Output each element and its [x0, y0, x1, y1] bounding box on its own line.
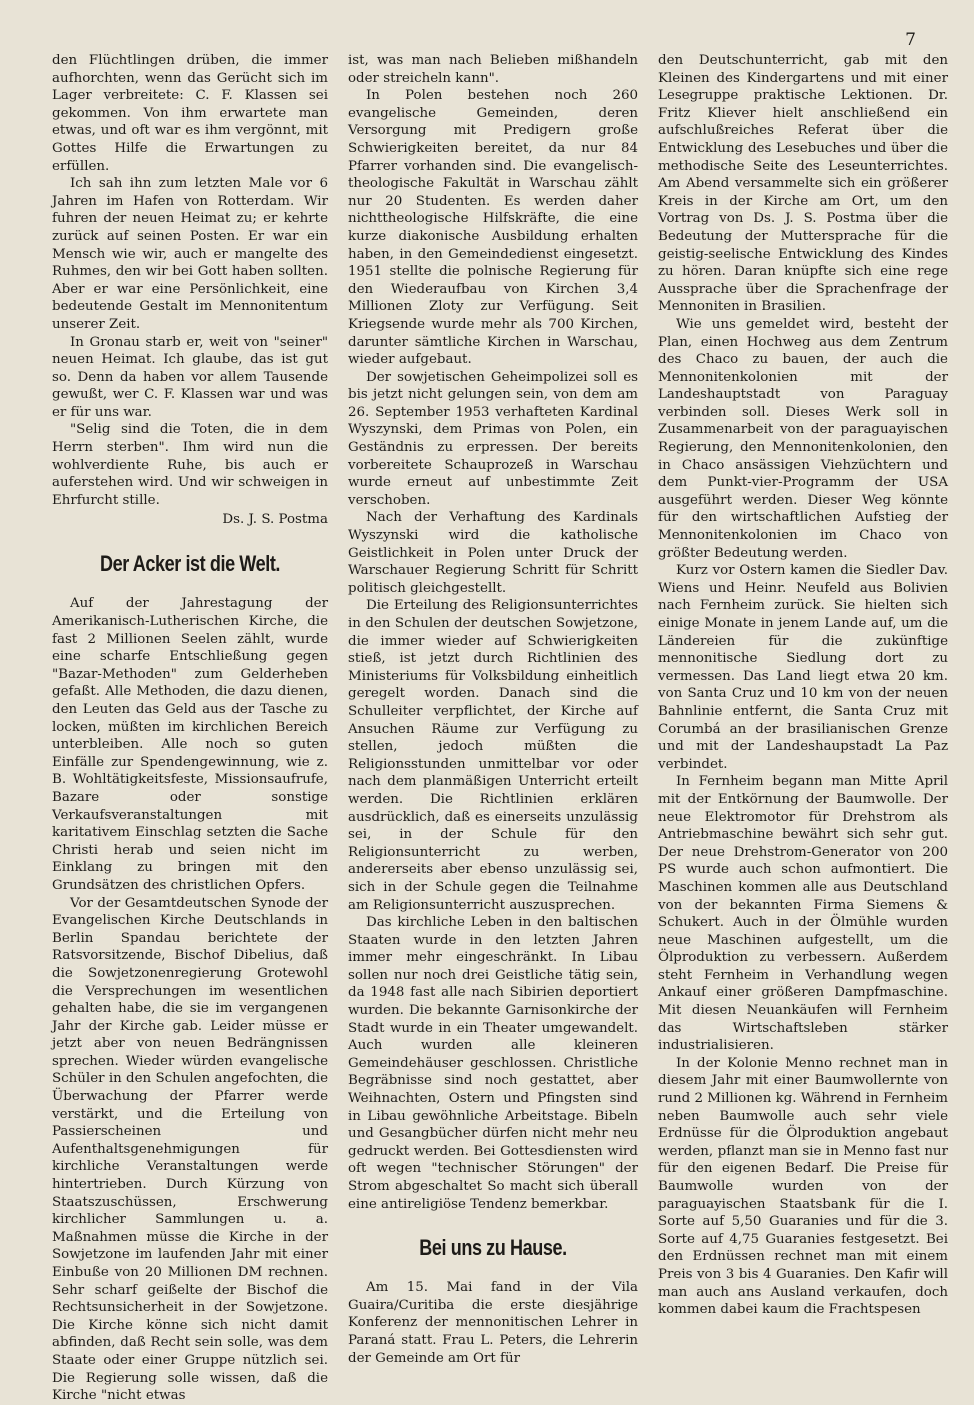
paragraph: Kurz vor Ostern kamen die Siedler Dav. Wiens und Heinr. Neufeld aus Bolivien nach Fernheim zurück. Sie hielten sich einige Monate in jenem Lande auf, um die Ländereien für die zukünftige mennonitische Siedlung dort zu vermessen. Das Land liegt etwa 20 km. von Santa Cruz und 10 km von der neuen Bahnlinie entfernt, die Santa Cruz mit Corumbá an der brasilianischen Grenze und mit der Landeshaupstadt La Paz verbindet. — [658, 563, 948, 772]
paragraph: Die Erteilung des Religionsunterrichtes in den Schulen der deutschen Sowjetzone, die immer wieder auf Schwierigkeiten stieß, ist jetzt durch Richtlinien des Ministeriums für Volksbildung einheitlich geregelt worden. Danach sind die Schulleiter verpflichtet, der Kirche auf Ansuchen Räume zur Verfügung zu stellen, jedoch müßten die Religionsstunden unmittelbar vor oder nach dem planmäßigen Unterricht erteilt werden. Die Richtlinien erklären ausdrücklich, daß es einerseits unzulässig sei, in der Schule für den Religionsunterricht zu werben, andererseits aber ebenso unzulässig sei, sich in der Schule gegen die Teilnahme am Religionsunterricht auszusprechen. — [348, 598, 638, 913]
paragraph: Vor der Gesamtdeutschen Synode der Evangelischen Kirche Deutschlands in Berlin Spandau berichtete der Ratsvorsitzende, Bischof Dibelius, daß die Sowjetzonenregierung Grotewohl die Versprechungen im wesentlichen gehalten habe, die sie im vergangenen Jahr der Kirche gab. Leider müsse er jetzt aber von neuen Bedrängnissen sprechen. Wieder würden evangelische Schüler in den Schulen angefochten, die Überwachung der Pfarrer werde verstärkt, und die Erteilung von Passierscheinen und Aufenthaltsgenehmigungen für kirchliche Veranstaltungen werde hintertrieben. Durch Kürzung von Staatszuschüssen, Erschwerung kirchlicher Sammlungen u. a. Maßnahmen müsse die Kirche in der Sowjetzone im laufenden Jahr mit einer Einbuße von 20 Millionen DM rechnen. Sehr scharf geißelte der Bischof die Rechtsunsicherheit in der Sowjetzone. Die Kirche könne sich nicht damit abfinden, daß Recht sein solle, was dem Staate oder einer Gruppe nützlich sei. Die Regierung solle wissen, daß die Kirche "nicht etwas — [52, 895, 328, 1404]
paragraph: "Selig sind die Toten, die in dem Herrn sterben". Ihm wird nun die wohlverdiente Ruhe, bis auch er auferstehen wird. Und wir schweigen in Ehrfurcht stille. — [52, 422, 328, 508]
paragraph: Wie uns gemeldet wird, besteht der Plan, einen Hochweg aus dem Zentrum des Chaco zu bauen, der auch die Mennonitenkolonien mit der Landeshauptstadt von Paraguay verbinden soll. Dieses Werk soll in Zusammenarbeit von der paraguayischen Regierung, den Mennonitenkolonien, den in Chaco ansässigen Viehzüchtern und dem Punkt-vier-Programm der USA ausgeführt werden. Dieser Weg könnte für den wirtschaftlichen Aufstieg der Mennonitenkolonien im Chaco von größter Bedeutung werden. — [658, 316, 948, 561]
paragraph: In Fernheim begann man Mitte April mit der Entkörnung der Baumwolle. Der neue Elektromotor für Drehstrom als Antriebmaschine bewährt sich sehr gut. Der neue Drehstrom-Generator von 200 PS wurde auch schon aufmontiert. Die Maschinen kommen alle aus Deutschland von der bekannten Firma Siemens & Schukert. Auch in der Ölmühle wurden neue Maschinen aufgestellt, um die Ölproduktion zu verbessern. Außerdem steht Fernheim in Verhandlung wegen Ankauf einer größeren Dampfmaschine. Mit diesen Neuankäufen will Fernheim das Wirtschaftsleben stärker industrialisieren. — [658, 774, 948, 1054]
column-1 — [52, 52, 328, 1405]
column-2 — [348, 52, 638, 1405]
paragraph: ist, was man nach Belieben mißhandeln oder streicheln kann". — [348, 53, 638, 86]
page-number: 7 — [905, 30, 916, 50]
paragraph: den Flüchtlingen drüben, die immer aufhorchten, wenn das Gerücht sich im Lager verbreitete: C. F. Klassen sei gekommen. Von ihm erwartete man etwas, und oft war es ihm vergönnt, mit Gottes Hilfe die Erwartungen zu erfüllen. — [52, 53, 328, 174]
paragraph: Das kirchliche Leben in den baltischen Staaten wurde in den letzten Jahren immer mehr eingeschränkt. In Libau sollen nur noch drei Geistliche tätig sein, da 1948 fast alle nach Sibirien deportiert wurden. Die bekannte Garnisonkirche der Stadt wurde in ein Theater umgewandelt. Auch wurden alle kleineren Gemeindehäuser geschlossen. Christliche Begräbnisse sind noch gestattet, aber Weihnachten, Ostern und Pfingsten sind in Libau gewöhnliche Arbeitstage. Bibeln und Gesangbücher dürfen nicht mehr neu gedruckt werden. Bei Gottesdiensten wird oft wegen "technischer Störungen" der Strom abgeschaltet So macht sich überall eine antireligiöse Tendenz bemerkbar. — [348, 915, 638, 1212]
author-signature: Ds. J. S. Postma — [222, 512, 328, 528]
paragraph: Der sowjetischen Geheimpolizei soll es bis jetzt nicht gelungen sein, von dem am 26. September 1953 verhafteten Kardinal Wyszynski, dem Primas von Polen, ein Geständnis zu erpressen. Der bereits vorbereitete Schauprozeß in Warschau wurde erneut auf unbestimmte Zeit verschoben. — [348, 369, 638, 508]
paragraph: Nach der Verhaftung des Kardinals Wyszynski wird die katholische Geistlichkeit in Polen unter Druck der Warschauer Regierung Schritt für Schritt politisch gleichgestellt. — [348, 510, 638, 596]
section-heading: Der Acker ist die Welt. — [99, 551, 281, 577]
paragraph: In der Kolonie Menno rechnet man in diesem Jahr mit einer Baumwollernte von rund 2 Millionen kg. Während in Fernheim neben Baumwolle auch sehr viele Erdnüsse für die Ölproduktion angebaut werden, pflanzt man sie in Menno fast nur für den eigenen Bedarf. Die Preise für Baumwolle wurden von der paraguayischen Staatsbank für die I. Sorte auf 5,50 Guaranies und für die 3. Sorte auf 4,75 Guaranies festgesetzt. Bei den Erdnüssen rechnet man mit einem Preis von 3 bis 4 Guaranies. Den Kafir will man auch ans Ausland verkaufen, doch kommen dabei kaum die Frachtspesen — [658, 1055, 948, 1318]
column-3 — [658, 52, 948, 1405]
paragraph: In Polen bestehen noch 260 evangelische Gemeinden, deren Versorgung mit Predigern große Schwierigkeiten bereitet, da nur 84 Pfarrer vorhanden sind. Die evangelisch-theologische Fakultät in Warschau zählt nur 20 Studenten. Es werden daher nichttheologische Hilfskräfte, die eine kurze diakonische Ausbildung erhalten haben, in den Gemeindedienst eingesetzt. 1951 stellte die polnische Regierung für den Wiederaufbau von Kirchen 3,4 Millionen Zloty zur Verfügung. Seit Kriegsende wurde mehr als 700 Kirchen, darunter sämtliche Kirchen in Warschau, wieder aufgebaut. — [348, 88, 638, 368]
paragraph: Auf der Jahrestagung der Amerikanisch-Lutherischen Kirche, die fast 2 Millionen Seelen zählt, wurde eine scharfe Entschließung gegen "Bazar-Methoden" zum Gelderheben gefaßt. Alle Methoden, die dazu dienen, den Leuten das Geld aus der Tasche zu locken, müßten im kirchlichen Bereich unterbleiben. Alle noch so guten Einfälle zur Spendengewinnung, wie z. B. Wohltätigkeitsfeste, Missionsaufrufe, Bazare oder sonstige Verkaufsveranstaltungen mit karitativem Einschlag setzten die Sache Christi herab und seien nicht im Einklang zu bringen mit den Grundsätzen des christlichen Opfers. — [52, 596, 328, 893]
paragraph: In Gronau starb er, weit von "seiner" neuen Heimat. Ich glaube, das ist gut so. Denn da haben vor allem Tausende gewußt, wer C. F. Klassen war und was er für uns war. — [52, 334, 328, 420]
section-heading: Bei uns zu Hause. — [419, 1235, 567, 1261]
paragraph: den Deutschunterricht, gab mit den Kleinen des Kindergartens und mit einer Lesegruppe praktische Lektionen. Dr. Fritz Kliever hielt anschließend ein aufschlußreiches Referat über die Entwicklung des Lesebuches und über die methodische Seite des Leseunterrichtes. Am Abend versammelte sich ein größerer Kreis in der Kirche am Ort, um den Vortrag von Ds. J. S. Postma über die Bedeutung der Muttersprache für die geistig-seelische Entwicklung des Kindes zu hören. Daran knüpfte sich eine rege Aussprache über die Sprachenfrage der Mennoniten in Brasilien. — [658, 53, 948, 315]
paragraph: Am 15. Mai fand in der Vila Guaira/Curitiba die erste diesjährige Konferenz der mennonitischen Lehrer in Paraná statt. Frau L. Peters, die Lehrerin der Gemeinde am Ort für — [348, 1280, 638, 1366]
text-columns — [52, 52, 948, 1404]
paragraph: Ich sah ihn zum letzten Male vor 6 Jahren im Hafen von Rotterdam. Wir fuhren der neuen Heimat zu; er kehrte zurück auf seinen Posten. Er war ein Mensch wie wir, auch er mangelte des Ruhmes, den wir bei Gott haben sollten. Aber er war eine Persönlichkeit, eine bedeutende Gestalt im Mennonitentum unserer Zeit. — [52, 176, 328, 332]
